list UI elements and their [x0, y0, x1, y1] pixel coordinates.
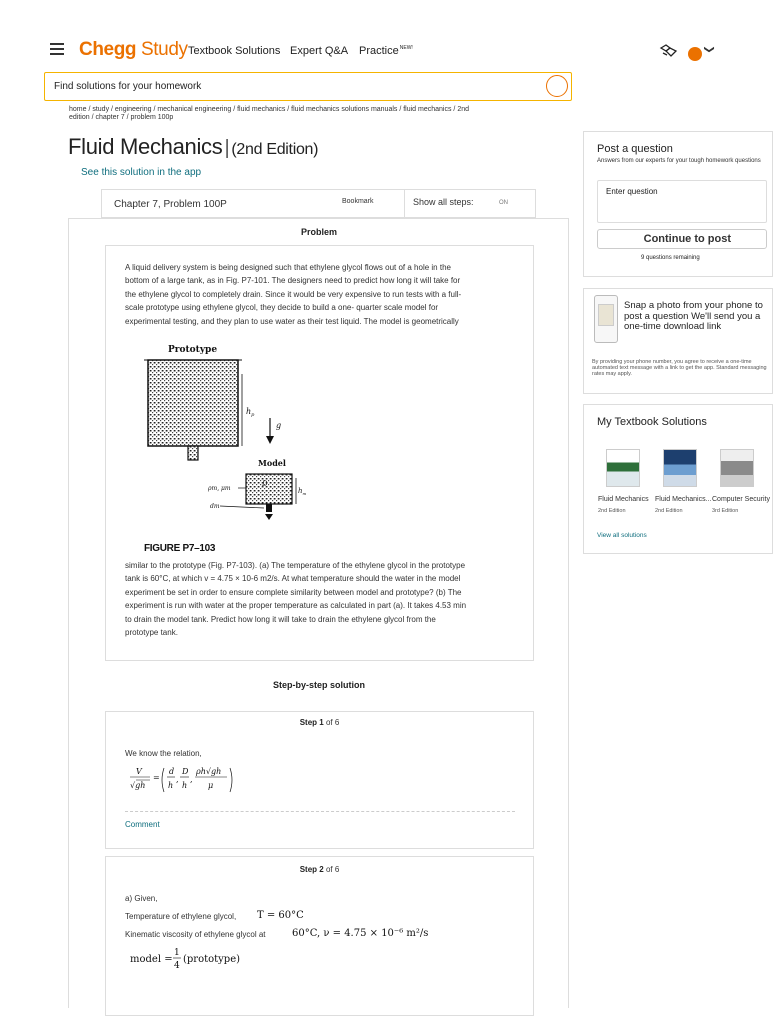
svg-text:=: = — [153, 773, 160, 782]
search-input[interactable] — [45, 73, 525, 99]
step-2-header: Step 2 of 6 — [299, 865, 340, 874]
figure-p7-103 — [138, 338, 308, 548]
step-2-scale-rhs: (prototype) — [183, 954, 241, 965]
step-2-fraction — [172, 946, 182, 972]
svg-text:D: D — [182, 767, 189, 776]
book-cover — [663, 449, 697, 487]
questions-remaining: 9 questions remaining — [641, 255, 700, 261]
svg-text:d: d — [169, 767, 175, 776]
svg-text:4: 4 — [174, 961, 180, 971]
solution-panel — [68, 218, 569, 1008]
step-2-viscosity-value: 60°C, ν = 4.75 × 10⁻⁶ m²/s — [292, 928, 429, 939]
post-question-heading: Post a question — [597, 143, 673, 155]
snap-photo-text: Snap a photo from your phone to post a question We'll send you a one-time download link — [624, 300, 763, 332]
sms-legal-text: By providing your phone number, you agree to receive a one-time automated text message with a link to get the app. Standard messaging rates may apply. — [592, 359, 767, 377]
svg-text:,: , — [190, 775, 193, 784]
page-title: Fluid Mechanics | (2nd Edition) — [68, 134, 319, 159]
step-2-given: a) Given, — [125, 894, 158, 903]
nav-practice[interactable]: Practice$^{NEW!}$ — [359, 45, 413, 57]
search-bar — [44, 72, 572, 101]
continue-to-post-button[interactable]: Continue to post — [597, 229, 767, 249]
chevron-down-icon[interactable]: ❯ — [703, 45, 715, 54]
chegg-study-logo[interactable]: Chegg Study — [79, 39, 188, 60]
problem-box — [105, 245, 534, 661]
problem-heading: Problem — [300, 227, 337, 237]
breadcrumb[interactable]: home / study / engineering / mechanical engineering / fluid mechanics / fluid mechanics solutions manuals / fluid mechanics / 2nd edition / chapter 7 / problem 100p — [69, 106, 469, 121]
fig-rho-mu-label: ρm, μm — [208, 485, 231, 492]
textbook-item[interactable]: Fluid Mechanics... 2nd Edition — [655, 449, 703, 514]
step-2-box — [105, 856, 534, 1016]
divider — [125, 811, 515, 812]
textbook-item[interactable]: Computer Security 3rd Edition — [712, 449, 760, 514]
svg-text:h: h — [168, 781, 174, 790]
step-1-comment-link[interactable]: Comment — [125, 820, 160, 829]
view-all-solutions-link[interactable]: View all solutions — [597, 532, 647, 539]
svg-text:√gh: √gh — [130, 781, 146, 790]
search-icon[interactable] — [546, 75, 568, 97]
menu-icon[interactable] — [50, 43, 64, 55]
nav-textbook-solutions[interactable]: Textbook Solutions — [188, 45, 281, 57]
step-1-header: Step 1 of 6 — [299, 718, 340, 727]
rewards-icon[interactable] — [660, 44, 677, 57]
post-question-subtitle: Answers from our experts for your tough homework questions — [597, 158, 761, 164]
fig-D-label: D — [262, 480, 268, 488]
avatar[interactable] — [688, 47, 702, 61]
svg-text:ρh√gh: ρh√gh — [196, 767, 222, 776]
fig-hm-label: $h_m$ — [298, 487, 307, 496]
svg-text:h: h — [182, 781, 188, 790]
top-header — [0, 0, 768, 70]
fig-dm-label: dm — [210, 503, 220, 510]
new-badge: NEW! — [399, 45, 413, 52]
post-question-card — [583, 131, 773, 277]
svg-text:μ: μ — [208, 781, 214, 790]
step-2-viscosity-label: Kinematic viscosity of ethylene glycol at — [125, 930, 266, 939]
show-steps-toggle[interactable]: ON — [499, 200, 508, 206]
figure-caption: FIGURE P7–103 — [144, 543, 216, 554]
step-2-scale-lhs: model = — [130, 954, 173, 965]
fig-model-label: Model — [258, 458, 286, 468]
textbook-item[interactable]: Fluid Mechanics 2nd Edition — [598, 449, 646, 514]
step-1-equation — [126, 764, 246, 800]
problem-text-bottom: similar to the prototype (Fig. P7-103). (a) The temperature of the ethylene glycol in the prototype tank is 60°C, at which v = 4.75 × 10-6 m2/s. At what temperature should the water in the model experiment be set in order to ensure complete similarity between model and prototype? (b) The experiment is run with water at the proper temperature as calculated in part (a). It takes 4.53 min to drain the model tank. Predict how long it will take to drain the ethylene glycol from the prototype tank. — [125, 561, 467, 638]
divider — [404, 190, 405, 218]
snap-photo-card — [583, 288, 773, 394]
fig-g-label: g — [276, 421, 282, 430]
phone-icon — [594, 295, 618, 343]
chapter-problem-select[interactable]: Chapter 7, Problem 100P — [114, 199, 227, 210]
step-1-box — [105, 711, 534, 849]
book-cover — [606, 449, 640, 487]
solution-heading: Step-by-step solution — [273, 680, 365, 690]
svg-text:,: , — [176, 775, 179, 784]
fig-prototype-label: Prototype — [168, 345, 218, 355]
book-cover — [720, 449, 754, 487]
fig-hp-label: $h_p$ — [246, 407, 255, 418]
nav-expert-qa[interactable]: Expert Q&A — [290, 45, 349, 57]
step-2-temperature-value: T = 60°C — [257, 910, 304, 921]
svg-text:1: 1 — [174, 948, 180, 958]
problem-text-top: A liquid delivery system is being designed such that ethylene glycol flows out of a hole in the bottom of a large tank, as in Fig. P7-101. The designers need to predict how long it will take for the ethylene glycol to completely drain. Since it would be very expensive to run tests with a full- scale prototype using ethylene glycol, they decide to build a one- quarter scale model for experimental testing, and they plan to use water as their test liquid. The model is geometrically — [125, 263, 462, 326]
step-2-temperature-label: Temperature of ethylene glycol, — [125, 912, 237, 921]
my-textbook-heading: My Textbook Solutions — [597, 416, 707, 428]
bookmark-button[interactable]: Bookmark — [342, 198, 374, 205]
step-1-text: We know the relation, — [125, 749, 202, 758]
problem-toolbar — [101, 189, 536, 218]
question-input[interactable]: Enter question — [597, 180, 767, 223]
show-all-steps-label: Show all steps: — [413, 197, 474, 207]
my-textbook-solutions-card — [583, 404, 773, 554]
svg-text:V: V — [136, 767, 142, 776]
see-in-app-link[interactable]: See this solution in the app — [81, 167, 202, 178]
